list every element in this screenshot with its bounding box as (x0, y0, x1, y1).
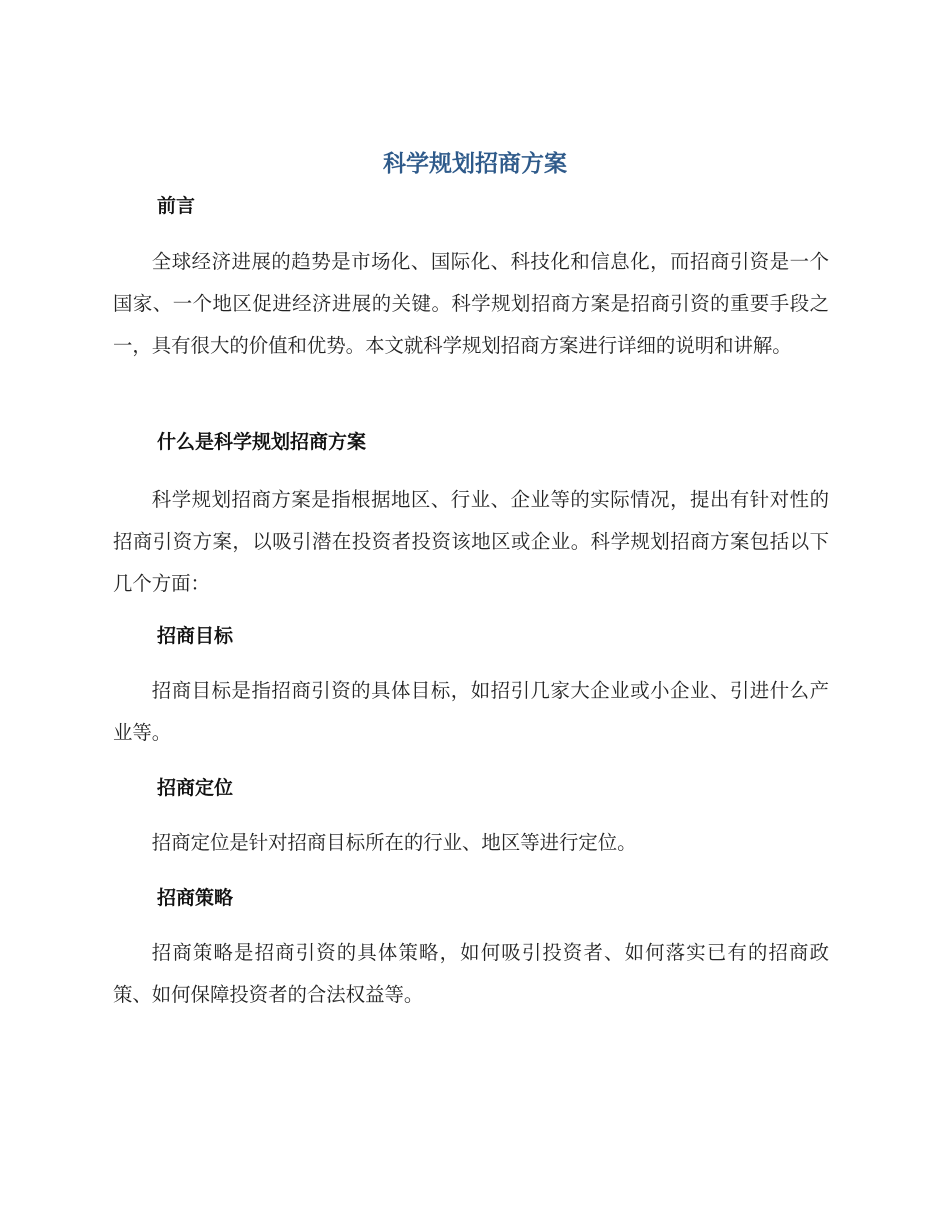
document-title: 科学规划招商方案 (383, 151, 567, 177)
section-paragraph-preface: 全球经济进展的趋势是市场化、国际化、科技化和信息化，而招商引资是一个国家、一个地区促进经济进展的关键。科学规划招商方案是招商引资的重要手段之一，具有很大的价值和优势。本文就科学规划招商方案进行详细的说明和讲解。 (113, 250, 829, 357)
section-paragraph-positioning: 招商定位是针对招商目标所在的行业、地区等进行定位。 (151, 831, 637, 854)
section-heading-positioning: 招商定位 (157, 777, 234, 799)
section-paragraph-strategy: 招商策略是招商引资的具体策略，如何吸引投资者、如何落实已有的招商政策、如何保障投资者的合法权益等。 (113, 941, 829, 1006)
section-paragraph-definition: 科学规划招商方案是指根据地区、行业、企业等的实际情况，提出有针对性的招商引资方案，以吸引潜在投资者投资该地区或企业。科学规划招商方案包括以下几个方面： (113, 488, 829, 595)
section-heading-strategy: 招商策略 (157, 887, 234, 909)
section-heading-target: 招商目标 (157, 625, 234, 647)
section-paragraph-target: 招商目标是指招商引资的具体目标，如招引几家大企业或小企业、引进什么产业等。 (113, 679, 829, 744)
section-heading-preface: 前言 (157, 195, 196, 217)
section-heading-definition: 什么是科学规划招商方案 (157, 431, 367, 453)
